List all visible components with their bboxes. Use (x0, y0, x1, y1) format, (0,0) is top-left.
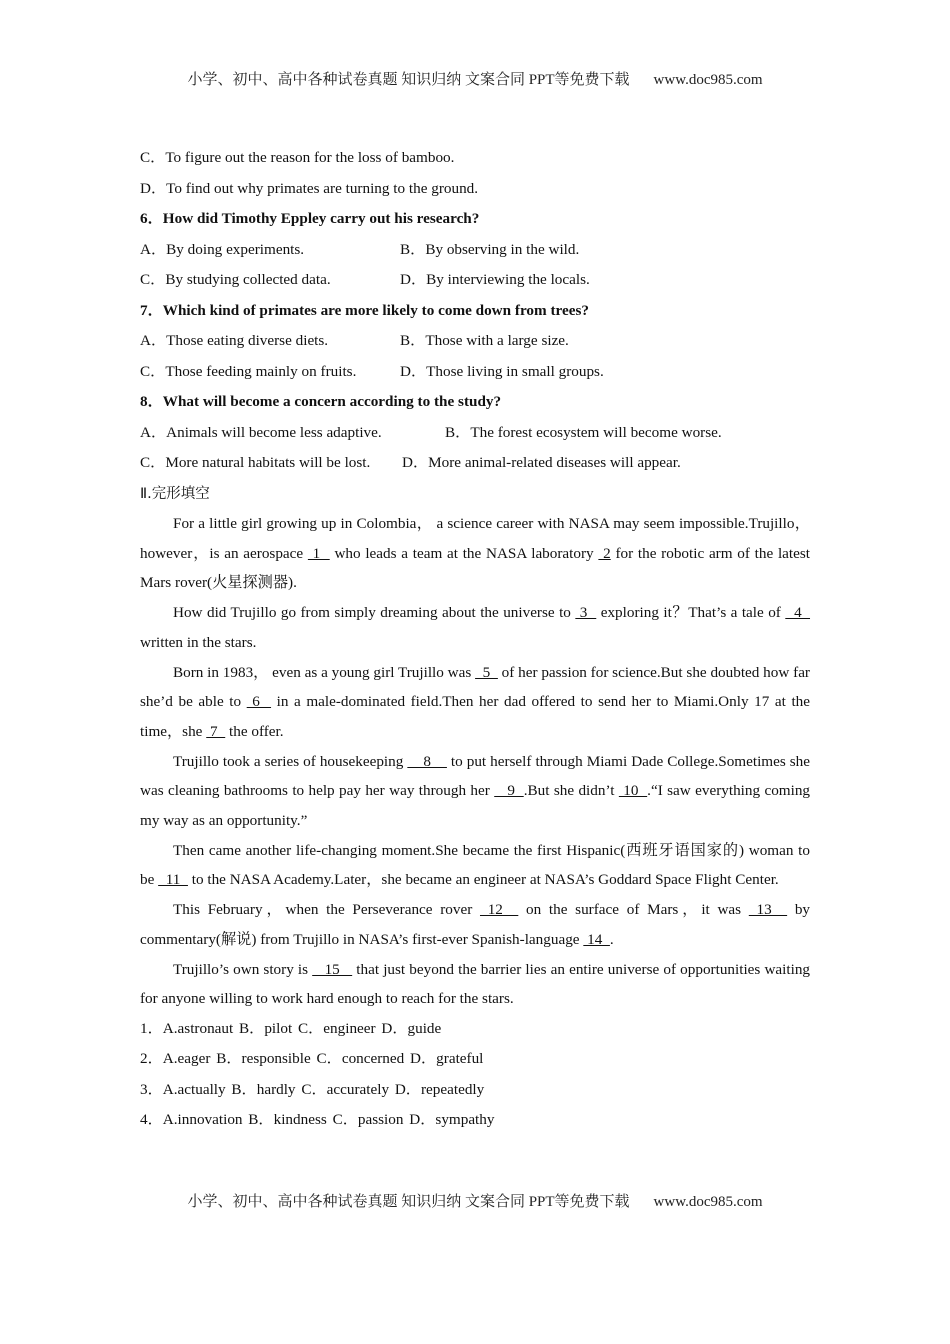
text: This February，when the Perseverance rover (173, 901, 480, 919)
blank-6: 6 (246, 693, 272, 711)
q8-option-b: B．The forest ecosystem will become worse. (445, 423, 722, 441)
q6-options-cd (140, 265, 810, 296)
text: .But she didn’t (523, 782, 619, 800)
text: for the robotic arm of the latest Mars rover(火星探测器). (140, 544, 811, 592)
q7-option-c: C．Those feeding mainly on fruits. (140, 362, 357, 380)
text: .“I saw everything coming my way as an opportunity.” (140, 782, 811, 830)
passage-paragraph-7 (140, 955, 810, 1014)
q5-option-c: C．To figure out the reason for the loss of bamboo. (140, 149, 455, 166)
text: on the surface of Mars，it was (518, 901, 749, 919)
text: of her passion for science.But she doubted how far she’d be able to (140, 663, 810, 711)
choice-3: 3．A.actually B．hardly C．accurately D．repeatedly (140, 1080, 485, 1098)
choice-4: 4．A.innovation B．kindness C．passion D．sympathy (140, 1111, 495, 1129)
passage-paragraph-4 (140, 747, 810, 836)
passage-paragraph-1 (140, 509, 810, 598)
q8-option-c: C．More natural habitats will be lost. (140, 454, 371, 471)
document-body (140, 143, 810, 1136)
blank-8: 8 (407, 752, 447, 770)
blank-10: 10 (618, 782, 648, 800)
q6-option-a: A．By doing experiments. (140, 240, 305, 258)
text: who leads a team at the NASA laboratory (329, 544, 599, 562)
blank-2: 2 (598, 544, 611, 562)
q8-stem: 8．What will become a concern according to the study? (140, 393, 502, 410)
blank-12: 12 (479, 901, 519, 919)
q7-option-a: A．Those eating diverse diets. (140, 332, 329, 349)
section-title-cloze: Ⅱ.完形填空 (140, 485, 210, 502)
passage-paragraph-2 (140, 598, 810, 657)
passage-paragraph-6 (140, 895, 810, 954)
text: written in the stars. (140, 633, 257, 651)
q8-option-a: A．Animals will become less adaptive. (140, 423, 382, 441)
blank-3: 3 (575, 604, 597, 622)
choice-2: 2．A.eager B．responsible C．concerned D．grateful (140, 1050, 484, 1068)
text: How did Trujillo go from simply dreaming about the universe to (173, 604, 576, 622)
q7-options-cd (140, 357, 810, 388)
blank-15: 15 (312, 960, 353, 978)
header-text: 小学、初中、高中各种试卷真题 知识归纳 文案合同 PPT等免费下载 (187, 72, 630, 88)
passage-paragraph-3 (140, 658, 810, 747)
q7-stem: 7．Which kind of primates are more likely to come down from trees? (140, 301, 589, 319)
q6-option-c: C．By studying collected data. (140, 271, 331, 288)
text: . (609, 930, 614, 948)
q6-option-b: B．By observing in the wild. (400, 240, 580, 258)
footer-text: 小学、初中、高中各种试卷真题 知识归纳 文案合同 PPT等免费下载 (187, 1194, 630, 1210)
text: in a male-dominated field.Then her dad offered to send her to Miami.Only 17 at the time，she (140, 693, 811, 740)
blank-7: 7 (206, 722, 226, 740)
header-url: www.doc985.com (653, 72, 763, 88)
q7-option-d: D．Those living in small groups. (400, 362, 604, 380)
blank-9: 9 (494, 782, 524, 800)
passage-paragraph-5 (140, 836, 810, 895)
text: to put herself through Miami Dade College.Sometimes she was cleaning bathrooms to help pay her way through her (140, 752, 811, 800)
footer-url: www.doc985.com (653, 1194, 763, 1210)
text: to the NASA Academy.Later，she became an engineer at NASA’s Goddard Space Flight Center. (187, 871, 779, 889)
text: Trujillo’s own story is (173, 960, 313, 978)
text: Trujillo took a series of housekeeping (173, 752, 408, 770)
q6-stem: 6．How did Timothy Eppley carry out his research? (140, 210, 480, 227)
blank-4: 4 (785, 604, 811, 622)
q7-option-b: B．Those with a large size. (400, 332, 569, 349)
blank-13: 13 (748, 901, 788, 919)
page-header (0, 68, 950, 89)
blank-1: 1 (307, 544, 330, 562)
text: Born in 1983， even as a young girl Trujillo was (173, 663, 476, 681)
text: For a little girl growing up in Colombia， a science career with NASA may seem impossible.Trujillo，however，is an aerospace (140, 515, 810, 562)
answer-choices (140, 1014, 810, 1136)
q8-option-d: D．More animal-related diseases will appear. (402, 454, 681, 471)
blank-5: 5 (475, 663, 498, 681)
q5-option-d: D．To find out why primates are turning to the ground. (140, 179, 479, 197)
text: that just beyond the barrier lies an entire universe of opportunities waiting for anyone willing to work hard enough to reach for the stars. (140, 960, 811, 1008)
text: the offer. (225, 722, 284, 740)
q6-option-d: D．By interviewing the locals. (400, 271, 590, 288)
q8-options-cd (140, 448, 810, 479)
blank-14: 14 (583, 930, 610, 948)
text: Then came another life-changing moment.She became the first Hispanic(西班牙语国家的) woman to be (140, 841, 810, 889)
text: exploring it？That’s a tale of (596, 604, 786, 622)
text: by commentary(解说) from Trujillo in NASA’s first-ever Spanish-language (140, 901, 811, 948)
q6-options-ab (140, 235, 810, 266)
q8-options-ab (140, 418, 810, 449)
blank-11: 11 (158, 871, 188, 889)
choice-1: 1．A.astronaut B．pilot C．engineer D．guide (140, 1019, 442, 1037)
q7-options-ab (140, 326, 810, 357)
page-footer (0, 1190, 950, 1211)
